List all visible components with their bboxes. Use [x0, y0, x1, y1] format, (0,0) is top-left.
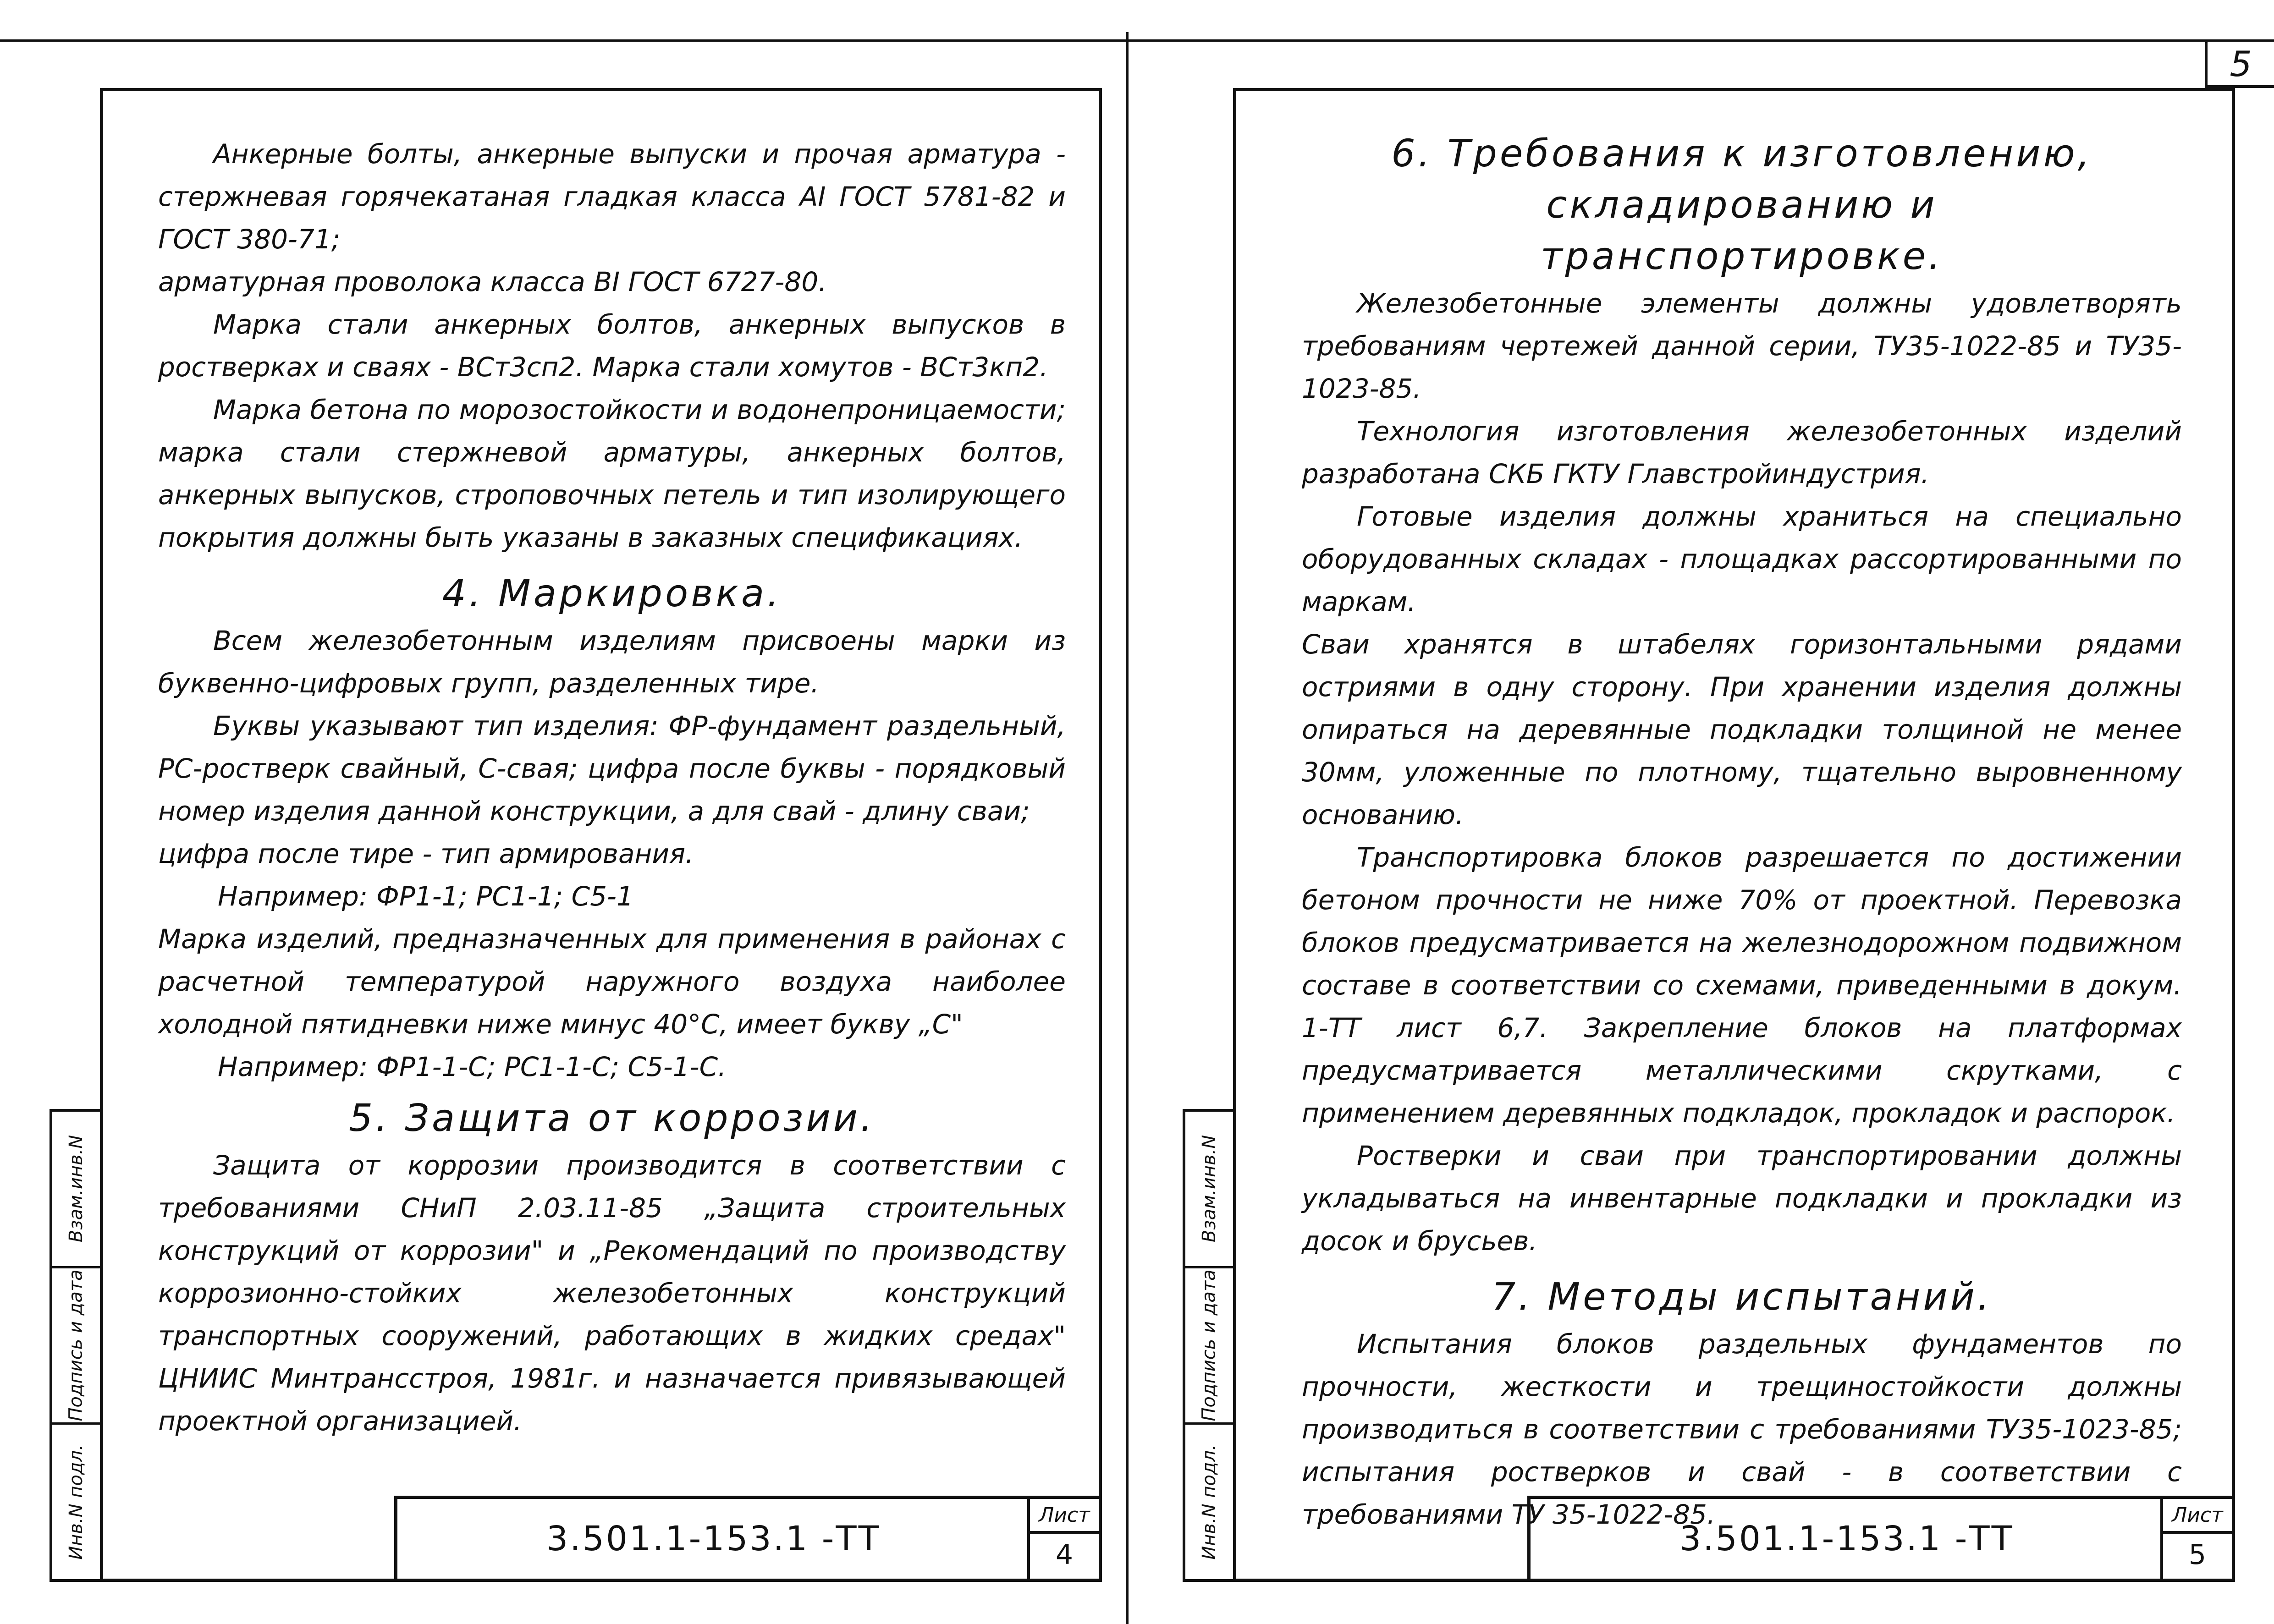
- section-heading-marking: 4. Маркировка.: [442, 572, 782, 615]
- left-stamp-inv-original: Инв.N подл.: [52, 1422, 100, 1579]
- left-sheet-number: 4: [1055, 1539, 1074, 1571]
- right-side-stamp: [1183, 1109, 1236, 1582]
- left-title-block: [394, 1496, 1102, 1582]
- left-sheet-cell: [1027, 1499, 1099, 1579]
- top-rule: [0, 39, 2274, 42]
- left-sheet-label: Лист: [1030, 1499, 1099, 1534]
- left-paragraph: Анкерные болты, анкерные выпуски и прочая арматура - стержневая горячекатаная гладкая класса АI ГОСТ 5781-82 и ГОСТ 380-71;: [158, 138, 1066, 255]
- right-paragraph: Железобетонные элементы должны удовлетворять требованиям чертежей данной серии, ТУ35-1022-85 и ТУ35-1023-85.: [1302, 288, 2182, 404]
- right-document-code: 3.501.1-153.1 -ТТ: [1679, 1519, 2014, 1558]
- right-paragraph: Ростверки и сваи при транспортировании должны укладываться на инвентарные подкладки и прокладки из досок и брусьев.: [1302, 1140, 2182, 1256]
- left-stamp-signature-date: Подпись и дата: [52, 1266, 100, 1423]
- right-paragraph: Сваи хранятся в штабелях горизонтальными рядами остриями в одну сторону. При хранении изделия должны опираться на деревянные подкладки толщиной не менее 30мм, уложенные по плотному, тщательно выровненному основанию.: [1302, 629, 2182, 830]
- left-paragraph: Марка стали анкерных болтов, анкерных выпусков в ростверках и сваях - ВСт3сп2. Марка стали хомутов - ВСт3кп2.: [158, 309, 1066, 383]
- right-stamp-replace-inv: Взам.инв.N: [1199, 1135, 1220, 1243]
- left-paragraph: цифра после тире - тип армирования.: [158, 838, 694, 869]
- left-stamp-replace-inv: Взам.инв.N: [66, 1135, 87, 1243]
- page-number-corner: [2205, 42, 2274, 88]
- section-heading-corrosion: 5. Защита от коррозии.: [349, 1097, 875, 1140]
- right-paragraph: Испытания блоков раздельных фундаментов по прочности, жесткости и трещиностойкости должны производиться в соответствии с требованиями ТУ35-1023-85; испытания ростверков и свай - в соответствии с требованиями ТУ 35-1022-85.: [1302, 1328, 2182, 1530]
- right-stamp-signature-date: Подпись и дата: [1185, 1266, 1233, 1423]
- right-paragraph: Готовые изделия должны храниться на специально оборудованных складах - площадках рассортированными по маркам.: [1302, 501, 2182, 617]
- right-sheet-number: 5: [2188, 1539, 2207, 1571]
- right-paragraph: Технология изготовления железобетонных изделий разработана СКБ ГКТУ Главстройиндустрия.: [1302, 416, 2182, 489]
- left-example: Например: ФР1-1; РС1-1; С5-1: [218, 881, 633, 912]
- left-paragraph: Марка изделий, предназначенных для применения в районах с расчетной температурой наружного воздуха наиболее холодной пятидневки ниже минус 40°С, имеет букву „С": [158, 923, 1066, 1040]
- section-heading-testing: 7. Методы испытаний.: [1492, 1275, 1992, 1319]
- left-paragraph: Всем железобетонным изделиям присвоены марки из буквенно-цифровых групп, разделенных тире.: [158, 625, 1066, 699]
- page-number: 5: [2230, 43, 2252, 84]
- left-paragraph: арматурная проволока класса ВI ГОСТ 6727-80.: [158, 266, 827, 297]
- right-sheet-label: Лист: [2163, 1499, 2232, 1534]
- left-text-column: [158, 133, 1066, 1443]
- right-text-column: [1302, 128, 2182, 1536]
- left-side-stamp: [50, 1109, 103, 1582]
- right-paragraph: Транспортировка блоков разрешается по достижении бетоном прочности не ниже 70% от проектной. Перевозка блоков предусматривается на железнодорожном подвижном составе в соответствии со схемами, приведенными в докум. 1-ТТ лист 6,7. Закрепление блоков на платформах предусматривается металлическими скрутками, с применением деревянных подкладок, прокладок и распорок.: [1302, 842, 2182, 1129]
- section-heading-manufacture: 6. Требования к изготовлению, складированию и транспортировке.: [1391, 132, 2092, 278]
- center-fold-line: [1126, 32, 1129, 1624]
- right-stamp-inv-original: Инв.N подл.: [1185, 1422, 1233, 1579]
- left-paragraph: Марка бетона по морозостойкости и водонепроницаемости; марка стали стержневой арматуры, анкерных болтов, анкерных выпусков, строповочных петель и тип изолирующего покрытия должны быть указаны в заказных спецификациях.: [158, 394, 1066, 553]
- left-paragraph: Защита от коррозии производится в соответствии с требованиями СНиП 2.03.11-85 „Защита строительных конструкций от коррозии" и „Рекомендаций по производству коррозионно-стойких железобетонных конструкций транспортных сооружений, работающих в жидких средах" ЦНИИС Минтрансстроя, 1981г. и назначается привязывающей проектной организацией.: [158, 1150, 1066, 1437]
- left-paragraph: Буквы указывают тип изделия: ФР-фундамент раздельный, РС-ростверк свайный, С-свая; цифра после буквы - порядковый номер изделия данной конструкции, а для свай - длину сваи;: [158, 710, 1066, 827]
- left-document-code: 3.501.1-153.1 -ТТ: [546, 1519, 881, 1558]
- left-example: Например: ФР1-1-С; РС1-1-С; С5-1-С.: [218, 1051, 727, 1082]
